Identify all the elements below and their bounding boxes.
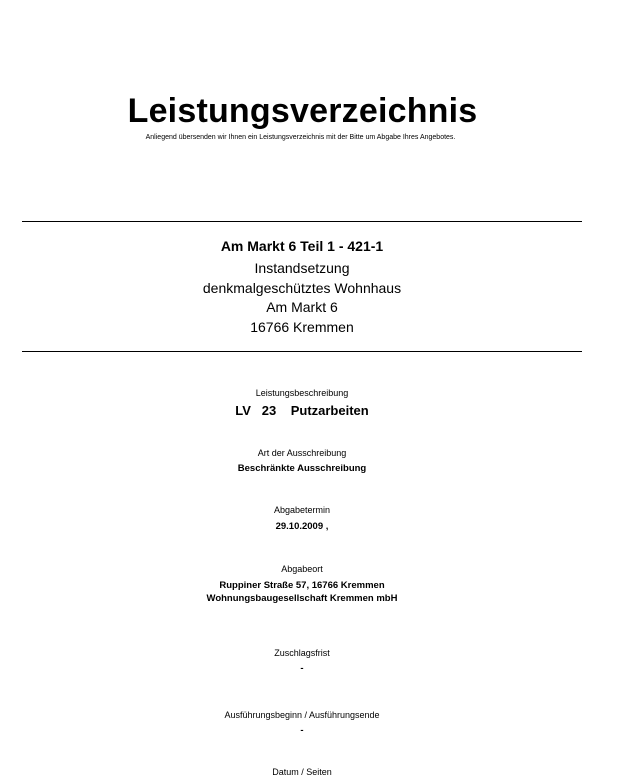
zuschlagsfrist-label: Zuschlagsfrist bbox=[274, 648, 330, 658]
lv-name: Putzarbeiten bbox=[290, 403, 369, 418]
leistungsbeschreibung-label: Leistungsbeschreibung bbox=[255, 388, 349, 398]
divider-bottom bbox=[22, 351, 582, 352]
project-line-3: Am Markt 6 bbox=[266, 299, 338, 315]
datum-label: Datum / Seiten bbox=[272, 767, 332, 777]
lv-number: 23 bbox=[261, 403, 277, 418]
project-line-1: Instandsetzung bbox=[254, 260, 350, 276]
ausfuehrung-value: - bbox=[300, 725, 304, 736]
ausfuehrung-label: Ausführungsbeginn / Ausführungsende bbox=[224, 710, 380, 720]
lv-prefix: LV bbox=[235, 403, 251, 418]
project-line-4: 16766 Kremmen bbox=[250, 319, 354, 335]
document-title: Leistungsverzeichnis bbox=[127, 92, 478, 130]
ausschreibung-label: Art der Ausschreibung bbox=[257, 448, 347, 458]
abgabeort-line-2: Wohnungsbaugesellschaft Kremmen mbH bbox=[206, 593, 398, 604]
zuschlagsfrist-value: - bbox=[300, 663, 304, 674]
abgabeort-label: Abgabeort bbox=[281, 564, 323, 574]
ausschreibung-value: Beschränkte Ausschreibung bbox=[237, 463, 367, 474]
project-title: Am Markt 6 Teil 1 - 421-1 bbox=[220, 238, 384, 254]
intro-text: Anliegend übersenden wir Ihnen ein Leistungsverzeichnis mit der Bitte um Abgabe Ihres Angebotes. bbox=[145, 134, 456, 141]
divider-top bbox=[22, 221, 582, 222]
project-line-2: denkmalgeschütztes Wohnhaus bbox=[202, 280, 402, 296]
abgabetermin-label: Abgabetermin bbox=[273, 505, 331, 515]
abgabeort-line-1: Ruppiner Straße 57, 16766 Kremmen bbox=[219, 580, 385, 591]
lv-heading bbox=[22, 403, 582, 418]
abgabetermin-value: 29.10.2009 , bbox=[275, 521, 329, 532]
